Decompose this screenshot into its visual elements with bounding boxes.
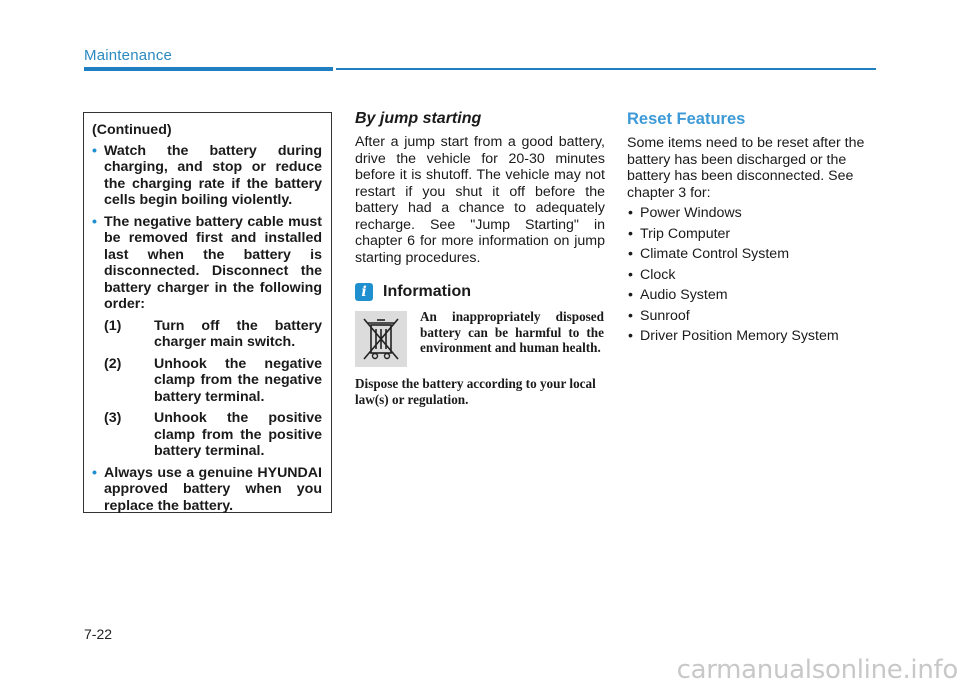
warning-step: [104, 318, 322, 351]
warning-step: [104, 410, 322, 460]
warning-bullet: [92, 143, 322, 209]
list-item-text: Audio System: [640, 287, 728, 303]
information-title: Information: [383, 283, 471, 300]
bullet-dot-icon: •: [628, 287, 633, 303]
page-number: 7-22: [84, 626, 113, 642]
list-item: [627, 267, 879, 284]
list-item: [627, 205, 879, 222]
step-number: (3): [104, 410, 122, 426]
info-icon: i: [355, 283, 373, 301]
warning-bullet: [92, 465, 322, 515]
reset-features-intro: Some items need to be reset after the battery has been discharged or the battery has been disconnected. See chapter 3 for:: [627, 135, 865, 201]
list-item-text: Sunroof: [640, 307, 690, 324]
bullet-dot-icon: •: [628, 205, 633, 221]
list-item: [627, 328, 879, 345]
watermark: carmanualsonline.info: [676, 655, 958, 685]
bullet-dot-icon: •: [628, 307, 633, 324]
information-text-primary: An inappropriately disposed battery can be harmful to the environment and human health.: [420, 309, 604, 355]
list-item: [627, 226, 879, 243]
step-number: (1): [104, 317, 122, 334]
continued-label: (Continued): [92, 122, 172, 138]
information-text-secondary: Dispose the battery according to your local law(s) or regulation.: [355, 376, 596, 407]
information-heading: [355, 283, 471, 301]
warning-bullet-text: Watch the battery during charging, and stop or reduce the charging rate if the battery cells begin boiling violently.: [104, 142, 322, 208]
step-text: Unhook the negative clamp from the negative battery terminal.: [154, 355, 322, 405]
warning-bullet-text: The negative battery cable must be removed first and installed last when the battery is disconnected. Disconnect the battery charger in the following order:: [104, 213, 322, 312]
reset-features-list: [627, 205, 879, 345]
list-item-text: Trip Computer: [640, 225, 731, 242]
bullet-dot-icon: •: [92, 213, 97, 230]
jump-start-body: After a jump start from a good battery, drive the vehicle for 20-30 minutes before it is shutoff. The vehicle may not restart if you shut it off before the battery had a chance to adequately recharge. See "Jump Starting" in chapter 6 for more information on jump starting procedures.: [355, 134, 605, 266]
warning-bullet-text: Always use a genuine HYUNDAI approved battery when you replace the battery.: [104, 464, 322, 514]
bullet-dot-icon: •: [628, 246, 633, 262]
list-item: [627, 246, 879, 263]
bullet-dot-icon: •: [92, 142, 97, 159]
jump-start-title: By jump starting: [355, 110, 482, 127]
step-text: Unhook the positive clamp from the positive battery terminal.: [154, 410, 322, 459]
warning-box: [83, 112, 332, 513]
list-item-text: Clock: [640, 266, 676, 283]
list-item: [627, 308, 879, 325]
warning-step: [104, 356, 322, 406]
warning-bullet: [92, 214, 322, 313]
jump-start-section: [355, 110, 605, 266]
reset-features-section: [627, 110, 879, 349]
list-item: [627, 287, 879, 304]
list-item-text: Climate Control System: [640, 246, 790, 262]
header-rule-thin: [336, 68, 876, 70]
step-text: Turn off the battery charger main switch.: [154, 317, 322, 350]
bullet-dot-icon: •: [628, 225, 633, 242]
step-number: (2): [104, 355, 122, 372]
reset-features-title: Reset Features: [627, 110, 746, 128]
crossed-out-bin-icon: [355, 311, 407, 367]
bullet-dot-icon: •: [628, 328, 633, 344]
bullet-dot-icon: •: [92, 464, 97, 481]
header-rule-thick: [84, 67, 333, 71]
bullet-dot-icon: •: [628, 266, 633, 283]
list-item-text: Driver Position Memory System: [640, 328, 839, 344]
list-item-text: Power Windows: [640, 205, 742, 221]
header-section-title: Maintenance: [84, 47, 173, 64]
